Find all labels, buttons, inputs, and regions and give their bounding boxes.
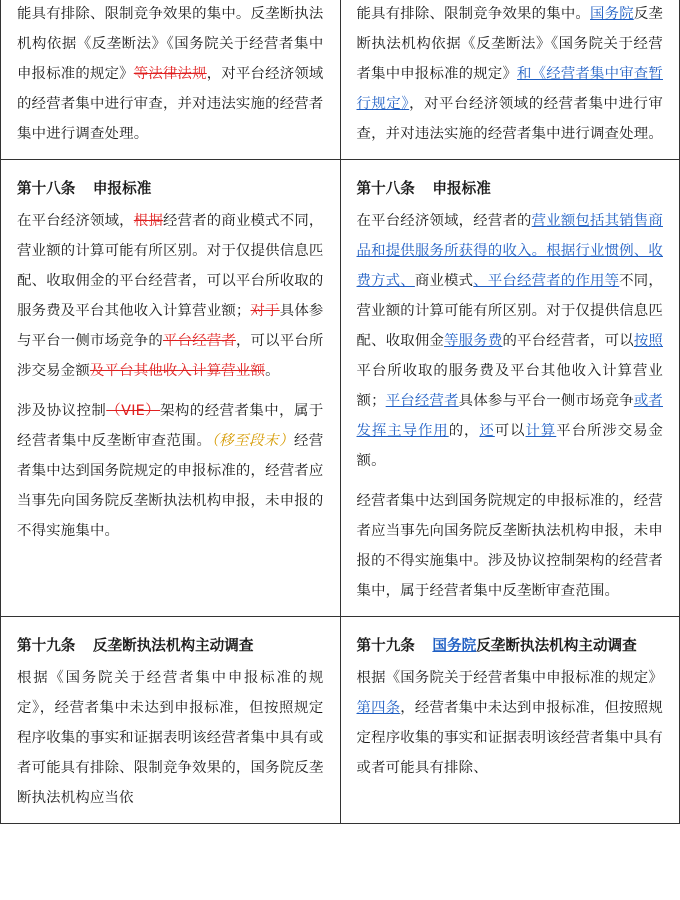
paragraph bbox=[357, 0, 664, 149]
text-run: 涉及协议控制 bbox=[17, 403, 107, 419]
added-text: 和《经营者集中审查暂行规定》 bbox=[356, 66, 663, 112]
deleted-text: 及平台其他收入计算营业额 bbox=[89, 363, 266, 379]
text-run: 在平台经济领域， bbox=[17, 213, 134, 229]
text-run: 反垄断执法机构主动调查 bbox=[92, 637, 254, 654]
text-run: 经营者集中达到国务院规定的申报标准的，经营者应当事先向国务院反垄断执法机构申报，未申报的不得实施集中。 bbox=[17, 433, 324, 539]
article-heading bbox=[17, 174, 324, 204]
text-run: 在平台经济领域，经营者的 bbox=[356, 213, 532, 229]
paragraph bbox=[357, 206, 664, 476]
text-run: 不同，营业额的计算可能有所区别。对于仅提供信息匹配、收取佣金 bbox=[356, 273, 663, 349]
text-run: 具体参与平台一侧市场竞争 bbox=[458, 393, 634, 409]
moved-note: （移至段末） bbox=[211, 433, 294, 449]
text-run: 经营者集中达到国务院规定的申报标准的，经营者应当事先向国务院反垄断执法机构申报，未申报的不得实施集中。涉及协议控制架构的经营者集中，属于经营者集中反垄断审查范围。 bbox=[356, 493, 663, 599]
text-run: 第十八条 bbox=[17, 180, 76, 197]
text-run: 能具有排除、限制竞争效果的集中。反垄断执法机构依据《反垄断法》《国务院关于经营者集中申报标准的规定》 bbox=[17, 6, 324, 82]
table-row bbox=[1, 160, 680, 617]
added-text: 平台经营者 bbox=[385, 393, 459, 409]
paragraph bbox=[17, 396, 324, 546]
text-run: 具体参与平台一侧市场竞争的 bbox=[17, 303, 324, 349]
revised-text-cell bbox=[340, 617, 680, 824]
added-text: 第四条 bbox=[356, 700, 401, 716]
added-text: 等服务费 bbox=[444, 333, 503, 349]
text-run: 根据《国务院关于经营者集中申报标准的规定》，经营者集中未达到申报标准，但按照规定程序收集的事实和证据表明该经营者集中具有或者可能具有排除、限制竞争效果的，国务院反垄断执法机构应当依 bbox=[17, 670, 324, 806]
added-text: 国务院 bbox=[432, 637, 477, 654]
text-run: 架构的经营者集中，属于经营者集中反垄断审查范围。 bbox=[17, 403, 324, 449]
added-text: 、平台经营者的作用等 bbox=[473, 273, 620, 289]
article-heading bbox=[357, 174, 664, 204]
text-run: 平台所涉交易金额。 bbox=[356, 423, 664, 469]
text-run: ，可以平台所涉交易金额 bbox=[17, 333, 324, 379]
text-run: 的， bbox=[448, 423, 480, 439]
added-text: 按照 bbox=[633, 333, 664, 349]
added-text: 营业额包括其销售商品和提供服务所获得的收入。根据行业惯例、收费方式、 bbox=[356, 213, 663, 289]
text-run: 能具有排除、限制竞争效果的集中。 bbox=[356, 6, 591, 22]
added-text: 国务院 bbox=[590, 6, 634, 22]
article-heading bbox=[357, 631, 664, 661]
article-heading bbox=[17, 631, 324, 661]
text-run: 可以 bbox=[494, 423, 526, 439]
original-text-cell bbox=[1, 160, 341, 617]
deleted-text: 对于 bbox=[250, 303, 280, 319]
text-run: 商业模式 bbox=[414, 273, 474, 289]
text-run: 申报标准 bbox=[92, 180, 152, 197]
original-text-cell bbox=[1, 0, 341, 160]
text-run: 经营者的商业模式不同，营业额的计算可能有所区别。对于仅提供信息匹配、收取佣金的平台经营者，可以平台所收取的服务费及平台其他收入计算营业额； bbox=[17, 213, 324, 319]
paragraph bbox=[17, 0, 324, 149]
text-run: ，经营者集中未达到申报标准，但按照规定程序收集的事实和证据表明该经营者集中具有或者可能具有排除、 bbox=[356, 700, 663, 776]
text-run: 。 bbox=[265, 363, 280, 379]
deleted-text: 平台经营者 bbox=[162, 333, 236, 349]
text-run: 反垄断执法机构主动调查 bbox=[476, 637, 637, 654]
added-text: 计算 bbox=[525, 423, 557, 439]
text-run: 第十九条 bbox=[17, 637, 76, 654]
revised-text-cell bbox=[340, 160, 680, 617]
paragraph bbox=[17, 206, 324, 386]
table-row bbox=[1, 617, 680, 824]
text-run: 的平台经营者，可以 bbox=[502, 333, 634, 349]
text-run: 反垄断执法机构依据《反垄断法》《国务院关于经营者集中申报标准的规定》 bbox=[356, 6, 663, 82]
text-run: ，对平台经济领域的经营者集中进行审查，并对违法实施的经营者集中进行调查处理。 bbox=[356, 96, 663, 142]
added-text: 还 bbox=[479, 423, 495, 439]
table-row bbox=[1, 0, 680, 160]
text-run: 第十九条 bbox=[356, 637, 415, 654]
paragraph bbox=[357, 663, 664, 783]
text-run: 申报标准 bbox=[432, 180, 491, 197]
comparison-table-body bbox=[1, 0, 680, 824]
text-run: 根据《国务院关于经营者集中申报标准的规定》 bbox=[356, 670, 663, 686]
deleted-text: （VIE） bbox=[106, 403, 161, 419]
text-run: 平台所收取的服务费及平台其他收入计算营业额； bbox=[356, 363, 663, 409]
deleted-text: 等法律法规 bbox=[133, 66, 207, 82]
paragraph bbox=[17, 663, 324, 813]
revised-text-cell bbox=[340, 0, 680, 160]
text-run: ，对平台经济领域的经营者集中进行审查，并对违法实施的经营者集中进行调查处理。 bbox=[17, 66, 324, 142]
deleted-text: 根据 bbox=[133, 213, 163, 229]
original-text-cell bbox=[1, 617, 341, 824]
paragraph bbox=[357, 486, 664, 606]
added-text: 或者发挥主导作用 bbox=[356, 393, 663, 439]
text-run: 第十八条 bbox=[356, 180, 415, 197]
